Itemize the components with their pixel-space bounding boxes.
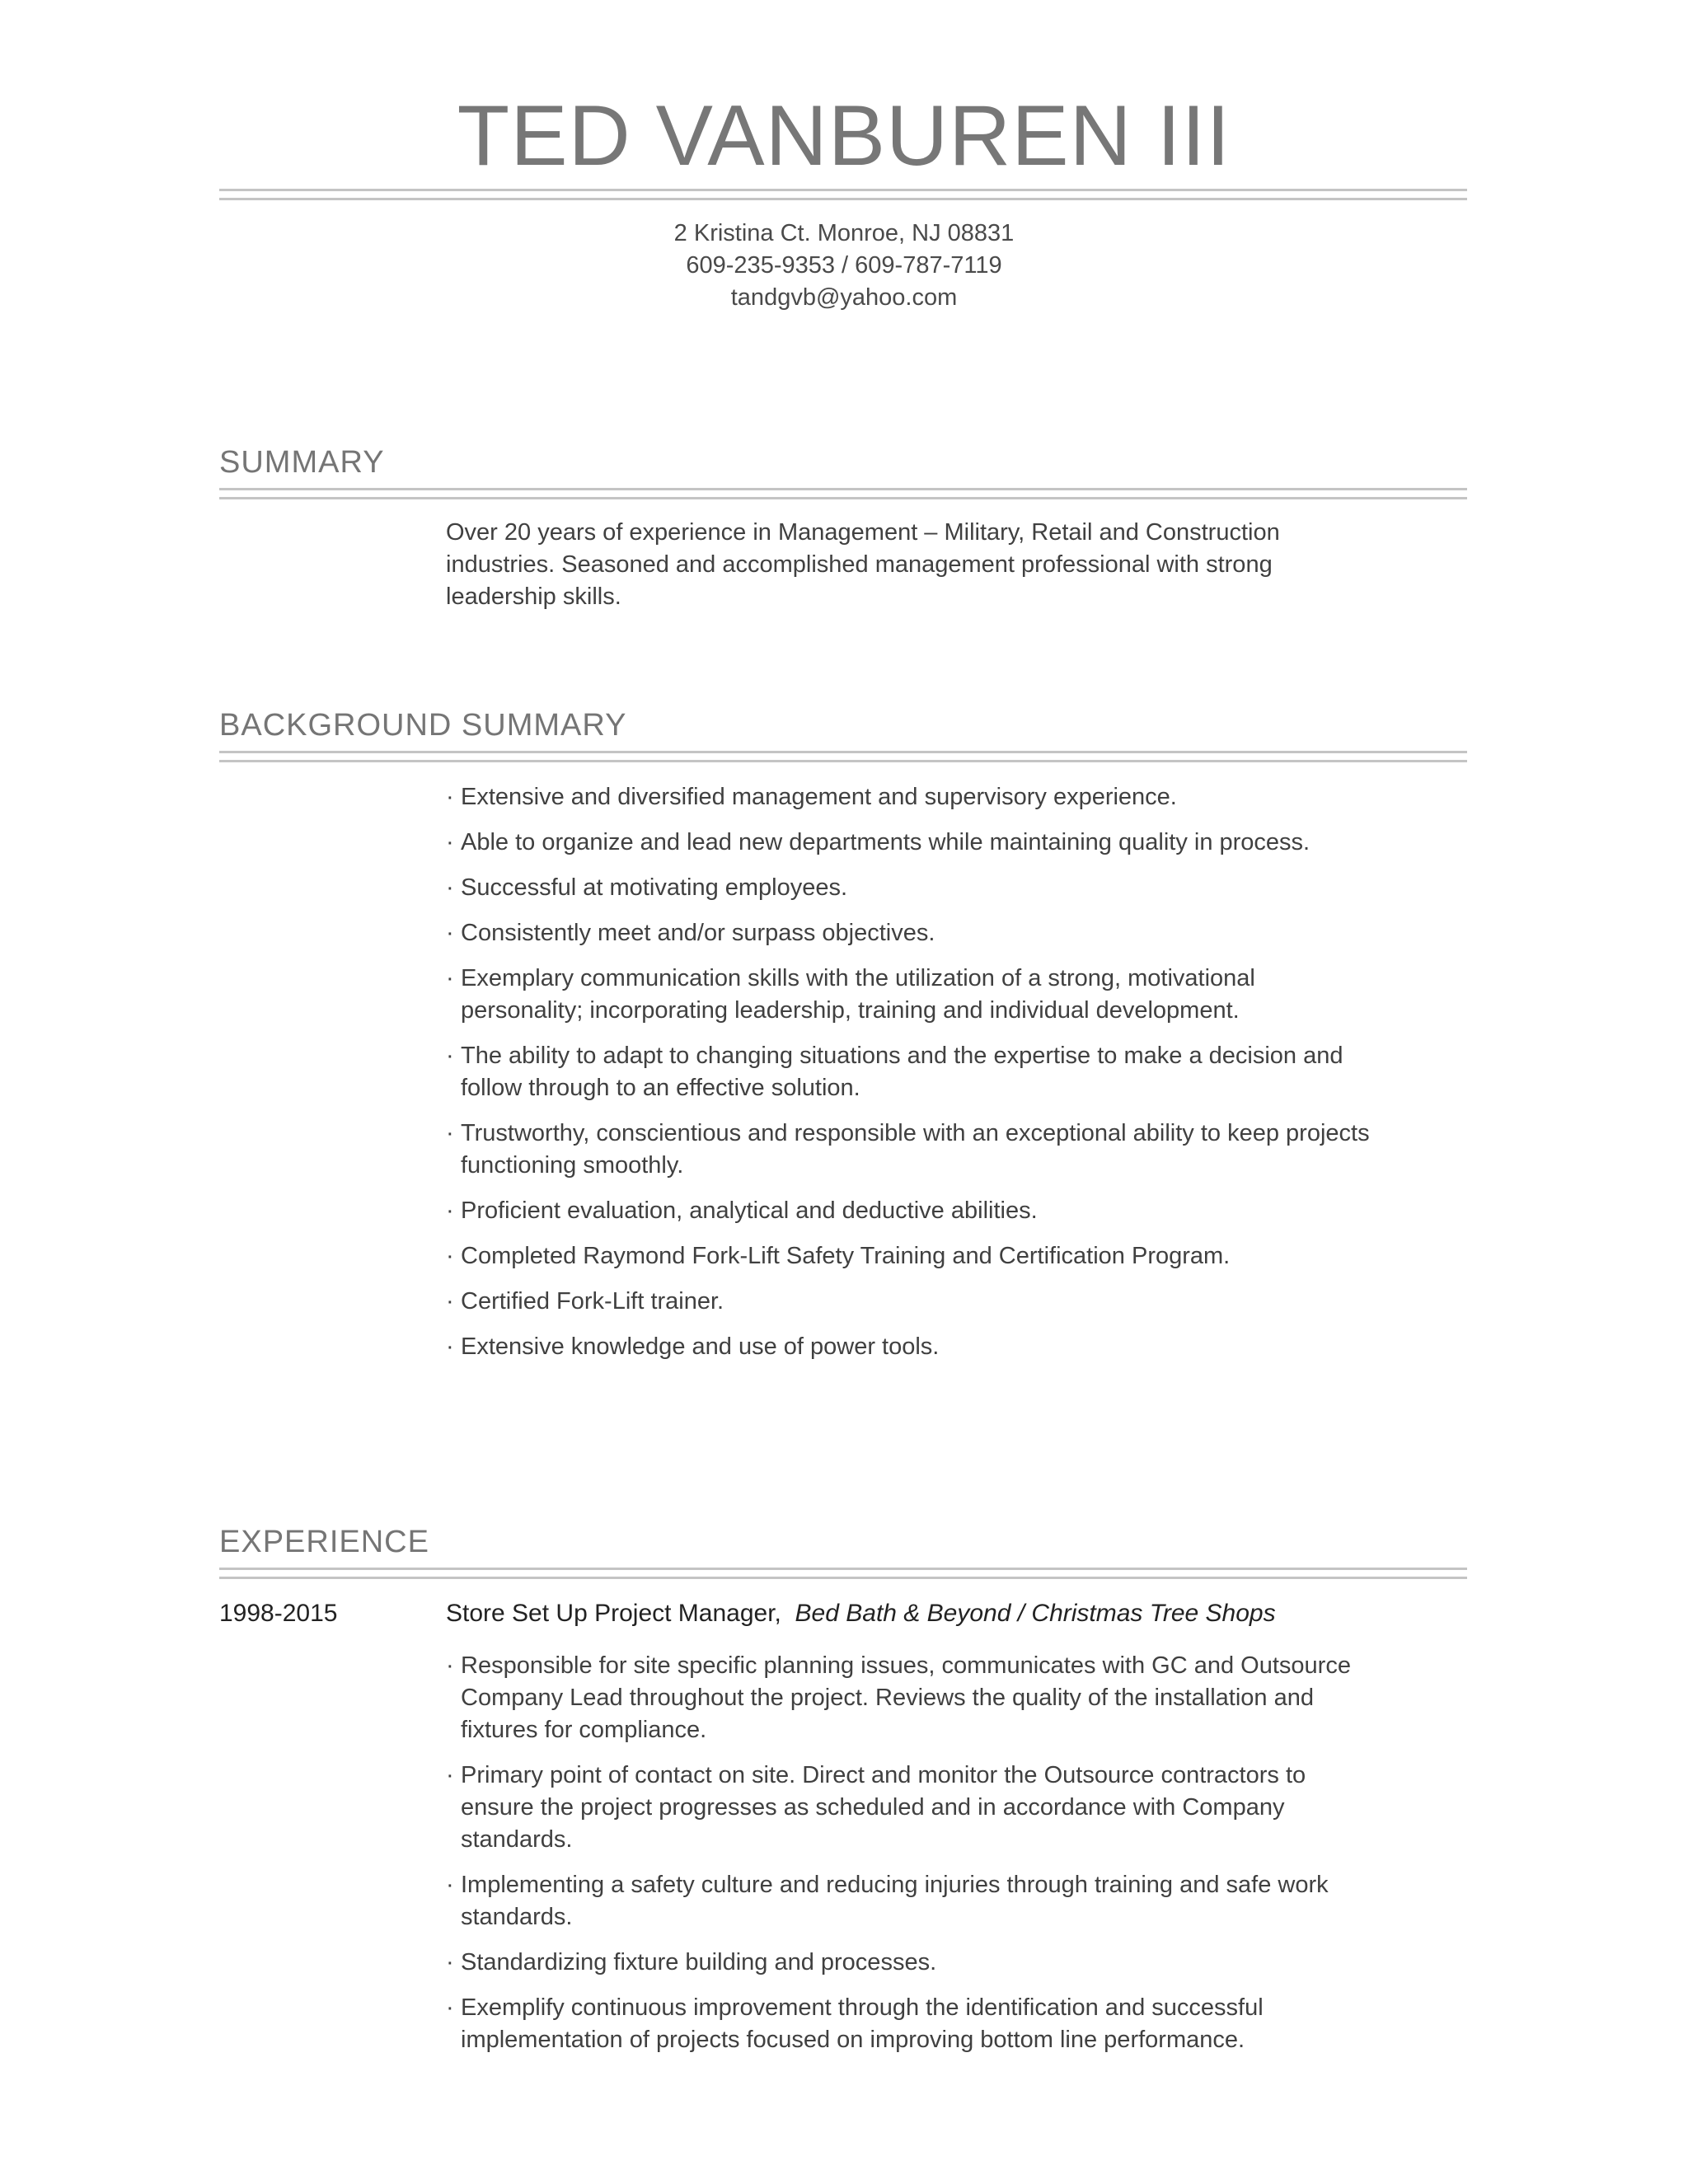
bullet-dot: · — [446, 1120, 454, 1146]
bullet-dot: · — [446, 1288, 454, 1315]
phone-numbers: 609-235-9353 / 609-787-7119 — [686, 252, 1002, 279]
bullet-dot: · — [446, 965, 454, 991]
contact-block — [0, 218, 1688, 314]
email: tandgvb@yahoo.com — [730, 284, 958, 311]
bullet-dot: · — [446, 1243, 454, 1269]
bullet-dot: · — [446, 920, 454, 946]
address: 2 Kristina Ct. Monroe, NJ 08831 — [673, 220, 1015, 246]
bullet-item — [446, 1195, 1418, 1227]
bullet-line: Implementing a safety culture and reducing injuries through training and safe work — [461, 1872, 1329, 1898]
bullet-line: follow through to an effective solution. — [461, 1075, 860, 1101]
candidate-name: TED VANBUREN III — [457, 88, 1231, 184]
bullet-dot: · — [446, 784, 454, 810]
bullet-line: personality; incorporating leadership, training and individual development. — [461, 997, 1240, 1024]
bullet-item — [446, 1118, 1418, 1182]
bullet-line: Certified Fork-Lift trainer. — [461, 1288, 724, 1315]
bullet-line: ensure the project progresses as scheduled and in accordance with Company — [461, 1794, 1285, 1821]
bullet-line: Proficient evaluation, analytical and deductive abilities. — [461, 1197, 1038, 1224]
bullet-dot: · — [446, 1652, 454, 1679]
bullet-line: Primary point of contact on site. Direct and monitor the Outsource contractors to — [461, 1762, 1306, 1788]
summary-heading: SUMMARY — [219, 445, 385, 480]
bullet-item — [446, 1760, 1418, 1856]
bullet-line: functioning smoothly. — [461, 1152, 684, 1179]
job-dates: 1998-2015 — [219, 1600, 338, 1627]
summary-line: industries. Seasoned and accomplished management professional with strong — [446, 551, 1273, 578]
bullet-dot: · — [446, 1872, 454, 1898]
bullet-item — [446, 963, 1418, 1027]
bullet-line: standards. — [461, 1904, 573, 1930]
job-company: Bed Bath & Beyond / Christmas Tree Shops — [795, 1600, 1276, 1627]
bullet-line: Able to organize and lead new departments while maintaining quality in process. — [461, 829, 1311, 855]
bullet-dot: · — [446, 874, 454, 901]
bullet-line: Exemplary communication skills with the utilization of a strong, motivational — [461, 965, 1255, 991]
bullet-item — [446, 781, 1418, 813]
experience-heading: EXPERIENCE — [219, 1525, 429, 1559]
bullet-dot: · — [446, 1994, 454, 2021]
bullet-line: fixtures for compliance. — [461, 1717, 707, 1743]
header-divider — [219, 189, 1467, 200]
summary-line: leadership skills. — [446, 583, 621, 610]
summary-line: Over 20 years of experience in Management – Military, Retail and Construction — [446, 519, 1280, 546]
experience-divider — [219, 1568, 1467, 1579]
bullet-line: Extensive and diversified management and supervisory experience. — [461, 784, 1177, 810]
bullet-line: Responsible for site specific planning issues, communicates with GC and Outsource — [461, 1652, 1351, 1679]
bullet-line: Exemplify continuous improvement through the identification and successful — [461, 1994, 1264, 2021]
bullet-item — [446, 1869, 1418, 1933]
bullet-line: Company Lead throughout the project. Reviews the quality of the installation and — [461, 1685, 1314, 1711]
bullet-line: Standardizing fixture building and processes. — [461, 1949, 937, 1975]
bullet-line: The ability to adapt to changing situations and the expertise to make a decision and — [461, 1043, 1343, 1069]
summary-divider — [219, 488, 1467, 499]
bullet-item — [446, 1650, 1418, 1746]
bullet-line: Extensive knowledge and use of power tools. — [461, 1333, 940, 1360]
bullet-item — [446, 827, 1418, 859]
bullet-item — [446, 917, 1418, 949]
summary-text — [446, 517, 1361, 613]
bullet-line: Completed Raymond Fork-Lift Safety Training and Certification Program. — [461, 1243, 1231, 1269]
bullet-line: implementation of projects focused on improving bottom line performance. — [461, 2027, 1245, 2053]
job-position: Store Set Up Project Manager, — [446, 1600, 781, 1627]
bullet-line: Consistently meet and/or surpass objectives. — [461, 920, 935, 946]
bullet-item — [446, 1286, 1418, 1318]
bullet-dot: · — [446, 1762, 454, 1788]
bullet-item — [446, 1947, 1418, 1979]
bullet-dot: · — [446, 1949, 454, 1975]
bullet-line: Successful at motivating employees. — [461, 874, 848, 901]
bullet-item — [446, 872, 1418, 904]
bullet-line: Trustworthy, conscientious and responsible with an exceptional ability to keep projects — [461, 1120, 1370, 1146]
background-summary-heading: BACKGROUND SUMMARY — [219, 708, 627, 743]
bullet-item — [446, 1331, 1418, 1363]
bullet-dot: · — [446, 1333, 454, 1360]
bullet-dot: · — [446, 829, 454, 855]
job-responsibilities-list — [446, 1650, 1418, 2069]
background-divider — [219, 751, 1467, 762]
bullet-item — [446, 1240, 1418, 1272]
bullet-dot: · — [446, 1043, 454, 1069]
bullet-dot: · — [446, 1197, 454, 1224]
bullet-item — [446, 1992, 1418, 2056]
job-title-line — [446, 1600, 1276, 1628]
bullet-line: standards. — [461, 1826, 573, 1853]
bullet-item — [446, 1040, 1418, 1104]
background-summary-list — [446, 781, 1418, 1376]
